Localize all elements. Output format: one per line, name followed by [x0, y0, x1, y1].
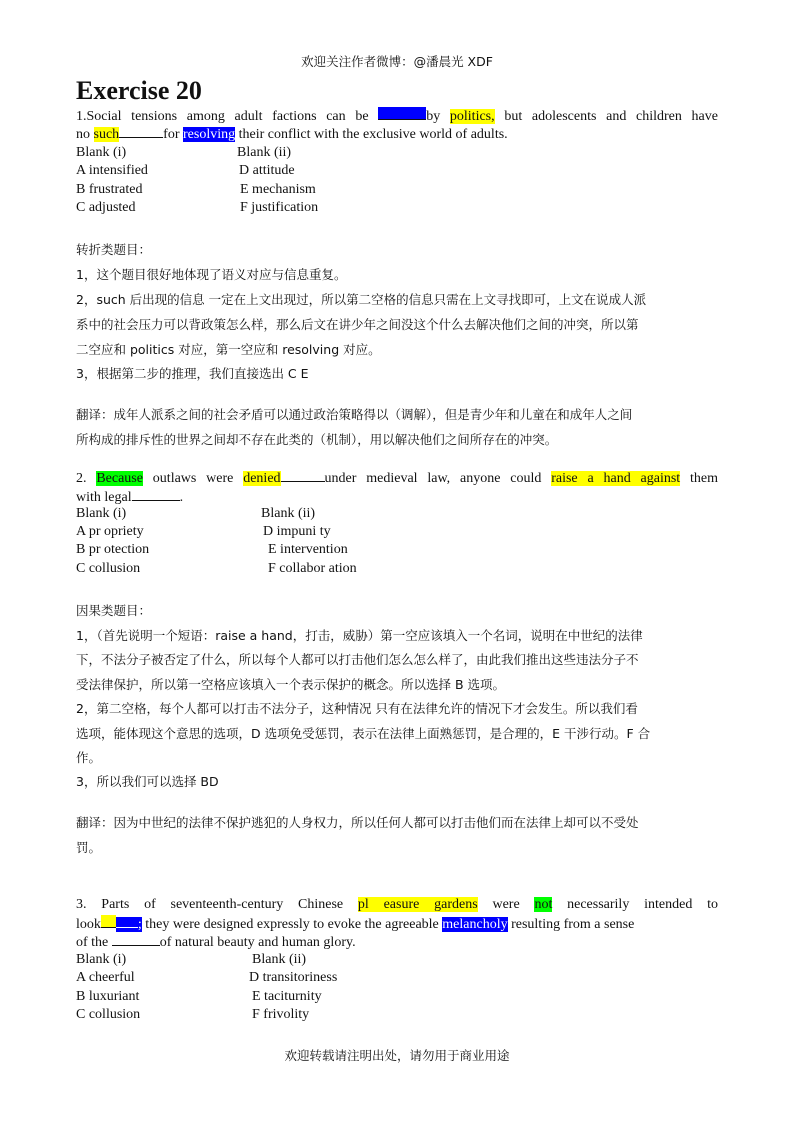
q2-blank-i-header: Blank (i): [76, 506, 127, 521]
q2-explain-5: 选项，能体现这个意思的选项，D 选项免受惩罚，表示在法律上面熟惩罚，是合理的，E 干涉行动。F 合: [76, 726, 651, 741]
page-footer: 欢迎转载请注明出处，请勿用于商业用途: [284, 1048, 510, 1063]
q3-option-b: B luxuriant: [76, 989, 140, 1004]
q3-line-1: 3. Parts of seventeenth-century Chinese pl easure gardens were not necessarily intended to: [76, 897, 718, 912]
q2-explain-4: 2，第二空格，每个人都可以打击不法分子，这种情况 只有在法律允许的情况下才会发生。所以我们看: [76, 701, 638, 716]
q1-type: 转折类题目：: [76, 242, 152, 257]
q2-line-1: 2. Because outlaws were denied under medieval law, anyone could raise a hand against them: [76, 471, 718, 486]
q1-blank-1: [378, 107, 426, 120]
q2-explain-7: 3，所以我们可以选择 BD: [76, 774, 219, 789]
q3-line-3: of the of natural beauty and human glory.: [76, 935, 356, 950]
q1-translation-2: 所构成的排斥性的世界之间却不存在此类的（机制），用以解决他们之间所存在的冲突。: [76, 432, 558, 447]
q3-blank-i-header: Blank (i): [76, 952, 127, 967]
q2-blank-2: [132, 488, 180, 501]
q3-option-a: A cheerful: [76, 970, 135, 985]
q1-explain-1: 1，这个题目很好地体现了语义对应与信息重复。: [76, 267, 347, 282]
q1-option-d: D attitude: [239, 163, 295, 178]
q3-option-e: E taciturnity: [252, 989, 322, 1004]
q1-blank-2: [119, 125, 163, 138]
q1-option-b: B frustrated: [76, 182, 143, 197]
q2-option-b: B pr otection: [76, 542, 150, 557]
q3-option-c: C collusion: [76, 1007, 141, 1022]
q3-line-2: look ; they were designed expressly to evoke the agreeable melancholy resulting from a sense: [76, 917, 635, 932]
q1-option-e: E mechanism: [240, 182, 316, 197]
q2-explain-2: 下，不法分子被否定了什么，所以每个人都可以打击他们怎么怎么样了，由此我们推出这些违法分子不: [76, 652, 639, 667]
q3-option-f: F frivolity: [252, 1007, 310, 1022]
q2-option-a: A pr opriety: [76, 524, 144, 539]
q3-blank-ii-header: Blank (ii): [252, 952, 307, 967]
q2-translation-1: 翻译：因为中世纪的法律不保护逃犯的人身权力，所以任何人都可以打击他们而在法律上却可以不受处: [76, 815, 639, 830]
q2-option-c: C collusion: [76, 561, 141, 576]
q2-line-2: with legal .: [76, 490, 184, 505]
q1-blank-ii-header: Blank (ii): [237, 145, 292, 160]
q3-blank-3: [112, 933, 160, 946]
q2-translation-2: 罚。: [76, 840, 102, 855]
q1-line-1: 1.Social tensions among adult factions can be by politics, but adolescents and children have: [76, 109, 718, 124]
q2-option-e: E intervention: [268, 542, 348, 557]
q1-explain-3: 系中的社会压力可以背政策怎么样，那么后文在讲少年之间没这个什么去解决他们之间的冲突，所以第: [76, 317, 639, 332]
q1-option-c: C adjusted: [76, 200, 136, 215]
q3-option-d: D transitoriness: [249, 970, 338, 985]
q1-explain-5: 3，根据第二步的推理，我们直接选出 C E: [76, 366, 309, 381]
q1-option-f: F justification: [240, 200, 319, 215]
q2-explain-3: 受法律保护，所以第一空格应该填入一个表示保护的概念。所以选择 B 选项。: [76, 677, 506, 692]
page-header: 欢迎关注作者微博：@潘晨光 XDF: [301, 54, 493, 69]
q2-explain-6: 作。: [76, 750, 102, 765]
q2-blank-1: [281, 469, 325, 482]
q1-explain-2: 2，such 后出现的信息 一定在上文出现过，所以第二空格的信息只需在上文寻找即可，上文在说成人派: [76, 292, 647, 307]
q2-option-f: F collabor ation: [268, 561, 357, 576]
q1-blank-i-header: Blank (i): [76, 145, 127, 160]
exercise-title: Exercise 20: [76, 76, 202, 105]
q2-blank-ii-header: Blank (ii): [261, 506, 316, 521]
q2-option-d: D impuni ty: [263, 524, 331, 539]
q1-explain-4: 二空应和 politics 对应，第一空应和 resolving 对应。: [76, 342, 381, 357]
q3-blank-2: [116, 915, 138, 928]
q1-option-a: A intensified: [76, 163, 148, 178]
q3-blank-1: [101, 915, 116, 928]
q1-translation-1: 翻译：成年人派系之间的社会矛盾可以通过政治策略得以（调解），但是青少年和儿童在和成年人之间: [76, 407, 633, 422]
q1-line-2: no such for resolving their conflict with the exclusive world of adults.: [76, 127, 508, 142]
q2-explain-1: 1，（首先说明一个短语：raise a hand，打击，威胁）第一空应该填入一个名词，说明在中世纪的法律: [76, 628, 643, 643]
q2-type: 因果类题目：: [76, 603, 152, 618]
